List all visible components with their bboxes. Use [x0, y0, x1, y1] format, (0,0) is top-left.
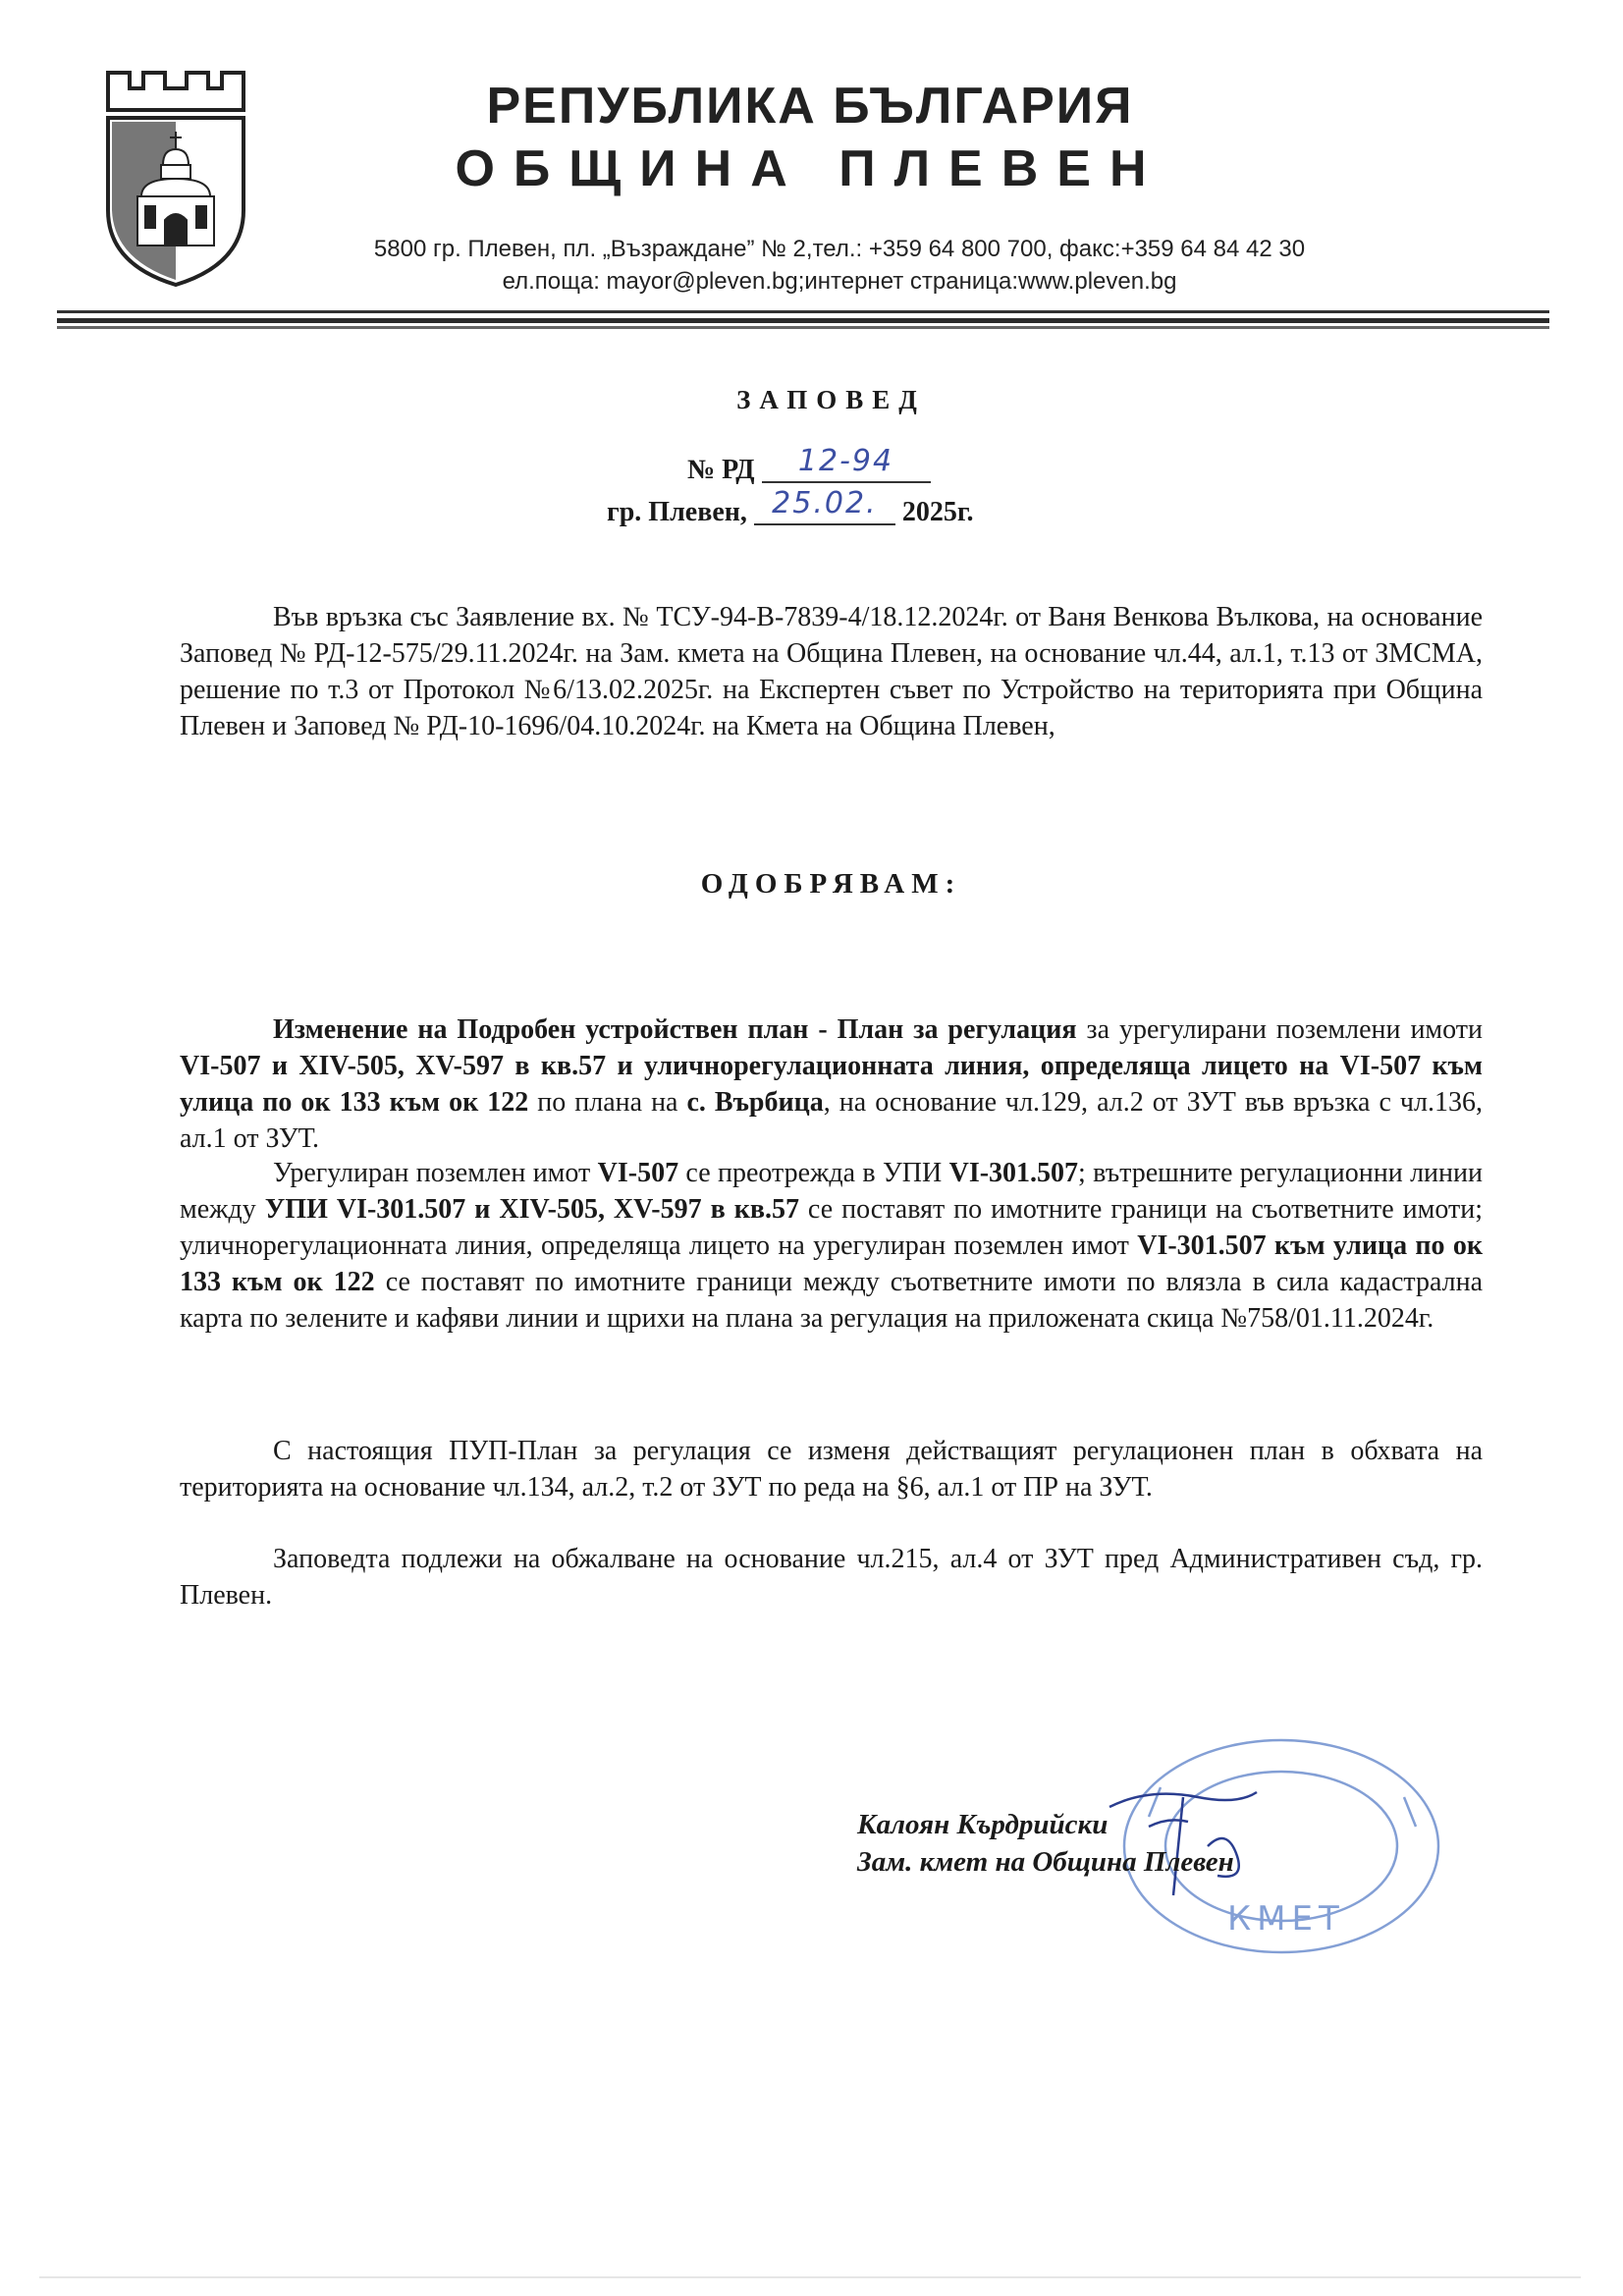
contact-line: ел.поща: mayor@pleven.bg;интернет страница:www.pleven.bg [502, 268, 1177, 295]
bold-run: с. Върбица [686, 1087, 824, 1118]
text-run: се преотрежда в УПИ [678, 1158, 949, 1188]
text-run: , на основание чл.129, ал.2 от ЗУТ във връзка с чл.136, ал.1 от ЗУТ. [180, 1087, 1483, 1154]
bold-run: VI-507 и XIV-505, XV-597 в кв.57 и уличнорегулационната линия, определяща лицето на VI-507 към улица по ок 133 към ок 122 [180, 1051, 1483, 1118]
bold-run: VI-507 [597, 1158, 679, 1188]
handwritten-signature-icon [1090, 1758, 1306, 1915]
decision-paragraph-1 [180, 1011, 1483, 1157]
text-run: Урегулиран поземлен имот [273, 1158, 598, 1188]
handwritten-date: 25.02. [772, 486, 878, 520]
text-run: за урегулирани поземлени имоти [1076, 1014, 1483, 1045]
scan-edge-line [39, 2276, 1581, 2278]
address-line: 5800 гр. Плевен, пл. „Възраждане” № 2,тел.: +359 64 800 700, факс:+359 64 84 42 30 [373, 236, 1306, 262]
appeal-paragraph: Заповедта подлежи на обжалване на основание чл.215, ал.4 от ЗУТ пред Административен съд, гр. Плевен. [180, 1544, 1483, 1611]
order-number-blank [762, 444, 931, 483]
year-suffix: 2025г. [901, 497, 974, 527]
header-divider [57, 310, 1549, 313]
text-run: се поставят по имотните граници между съответните имоти по влязла в сила кадастрална карта по зелените и кафяви линии и щрихи на плана за регулация на приложената скица №758/01.11.2024г. [180, 1267, 1484, 1334]
date-blank [754, 486, 895, 525]
bold-run: VI-301.507 към улица по ок 133 към ок 122 [180, 1230, 1483, 1297]
signatory-name: Калоян Кърдрийски [857, 1809, 1109, 1840]
bold-run: Изменение на Подробен устройствен план - План за регулация [273, 1014, 1077, 1045]
document-type-heading: ЗАПОВЕД [736, 385, 926, 414]
decision-paragraph-3: С настоящия ПУП-План за регулация се изменя действащият регулационен план в обхвата на територията на основание чл.134, ал.2, т.2 от ЗУТ по реда на §6, ал.1 от ПР на ЗУТ. [180, 1436, 1483, 1503]
order-date-line [607, 486, 974, 528]
text-run: по плана на [528, 1087, 687, 1118]
svg-text:КМЕТ: КМЕТ [1227, 1899, 1345, 1939]
text-run: ; вътрешните регулационни линии между [180, 1158, 1483, 1225]
signatory-role: Зам. кмет на Община Плевен [857, 1846, 1234, 1878]
country-heading: РЕПУБЛИКА БЪЛГАРИЯ [486, 78, 1134, 135]
bold-run: VI-301.507 [948, 1158, 1079, 1188]
place-prefix: гр. Плевен, [607, 497, 747, 527]
handwritten-order-number: 12-94 [797, 444, 894, 478]
text-run: се поставят по имотните граници на съответните имоти; уличнорегулационната линия, определяща лицето на урегулиран поземлен имот [180, 1194, 1483, 1261]
order-number-line [687, 444, 931, 486]
pleven-coat-of-arms-icon [102, 63, 249, 289]
bold-run: УПИ VI-301.507 и XIV-505, XV-597 в кв.57 [264, 1194, 799, 1225]
decision-heading: ОДОБРЯВАМ: [700, 868, 962, 900]
municipality-heading: ОБЩИНА ПЛЕВЕН [455, 140, 1165, 197]
preamble-paragraph: Във връзка със Заявление вх. № ТСУ-94-В-7839-4/18.12.2024г. от Ваня Венкова Вълкова, на основание Заповед № РД-12-575/29.11.2024г. на Зам. кмета на Община Плевен, на основание чл.44, ал.1, т.13 от ЗМСМА, решение по т.3 от Протокол №6/13.02.2025г. на Експертен съвет по Устройство на територията при Община Плевен и Заповед № РД-10-1696/04.10.2024г. на Кмета на Община Плевен, [180, 602, 1483, 741]
order-number-prefix: № РД [687, 455, 755, 485]
header-divider [57, 326, 1549, 329]
header-divider [57, 318, 1549, 323]
decision-paragraph-2 [180, 1155, 1483, 1337]
